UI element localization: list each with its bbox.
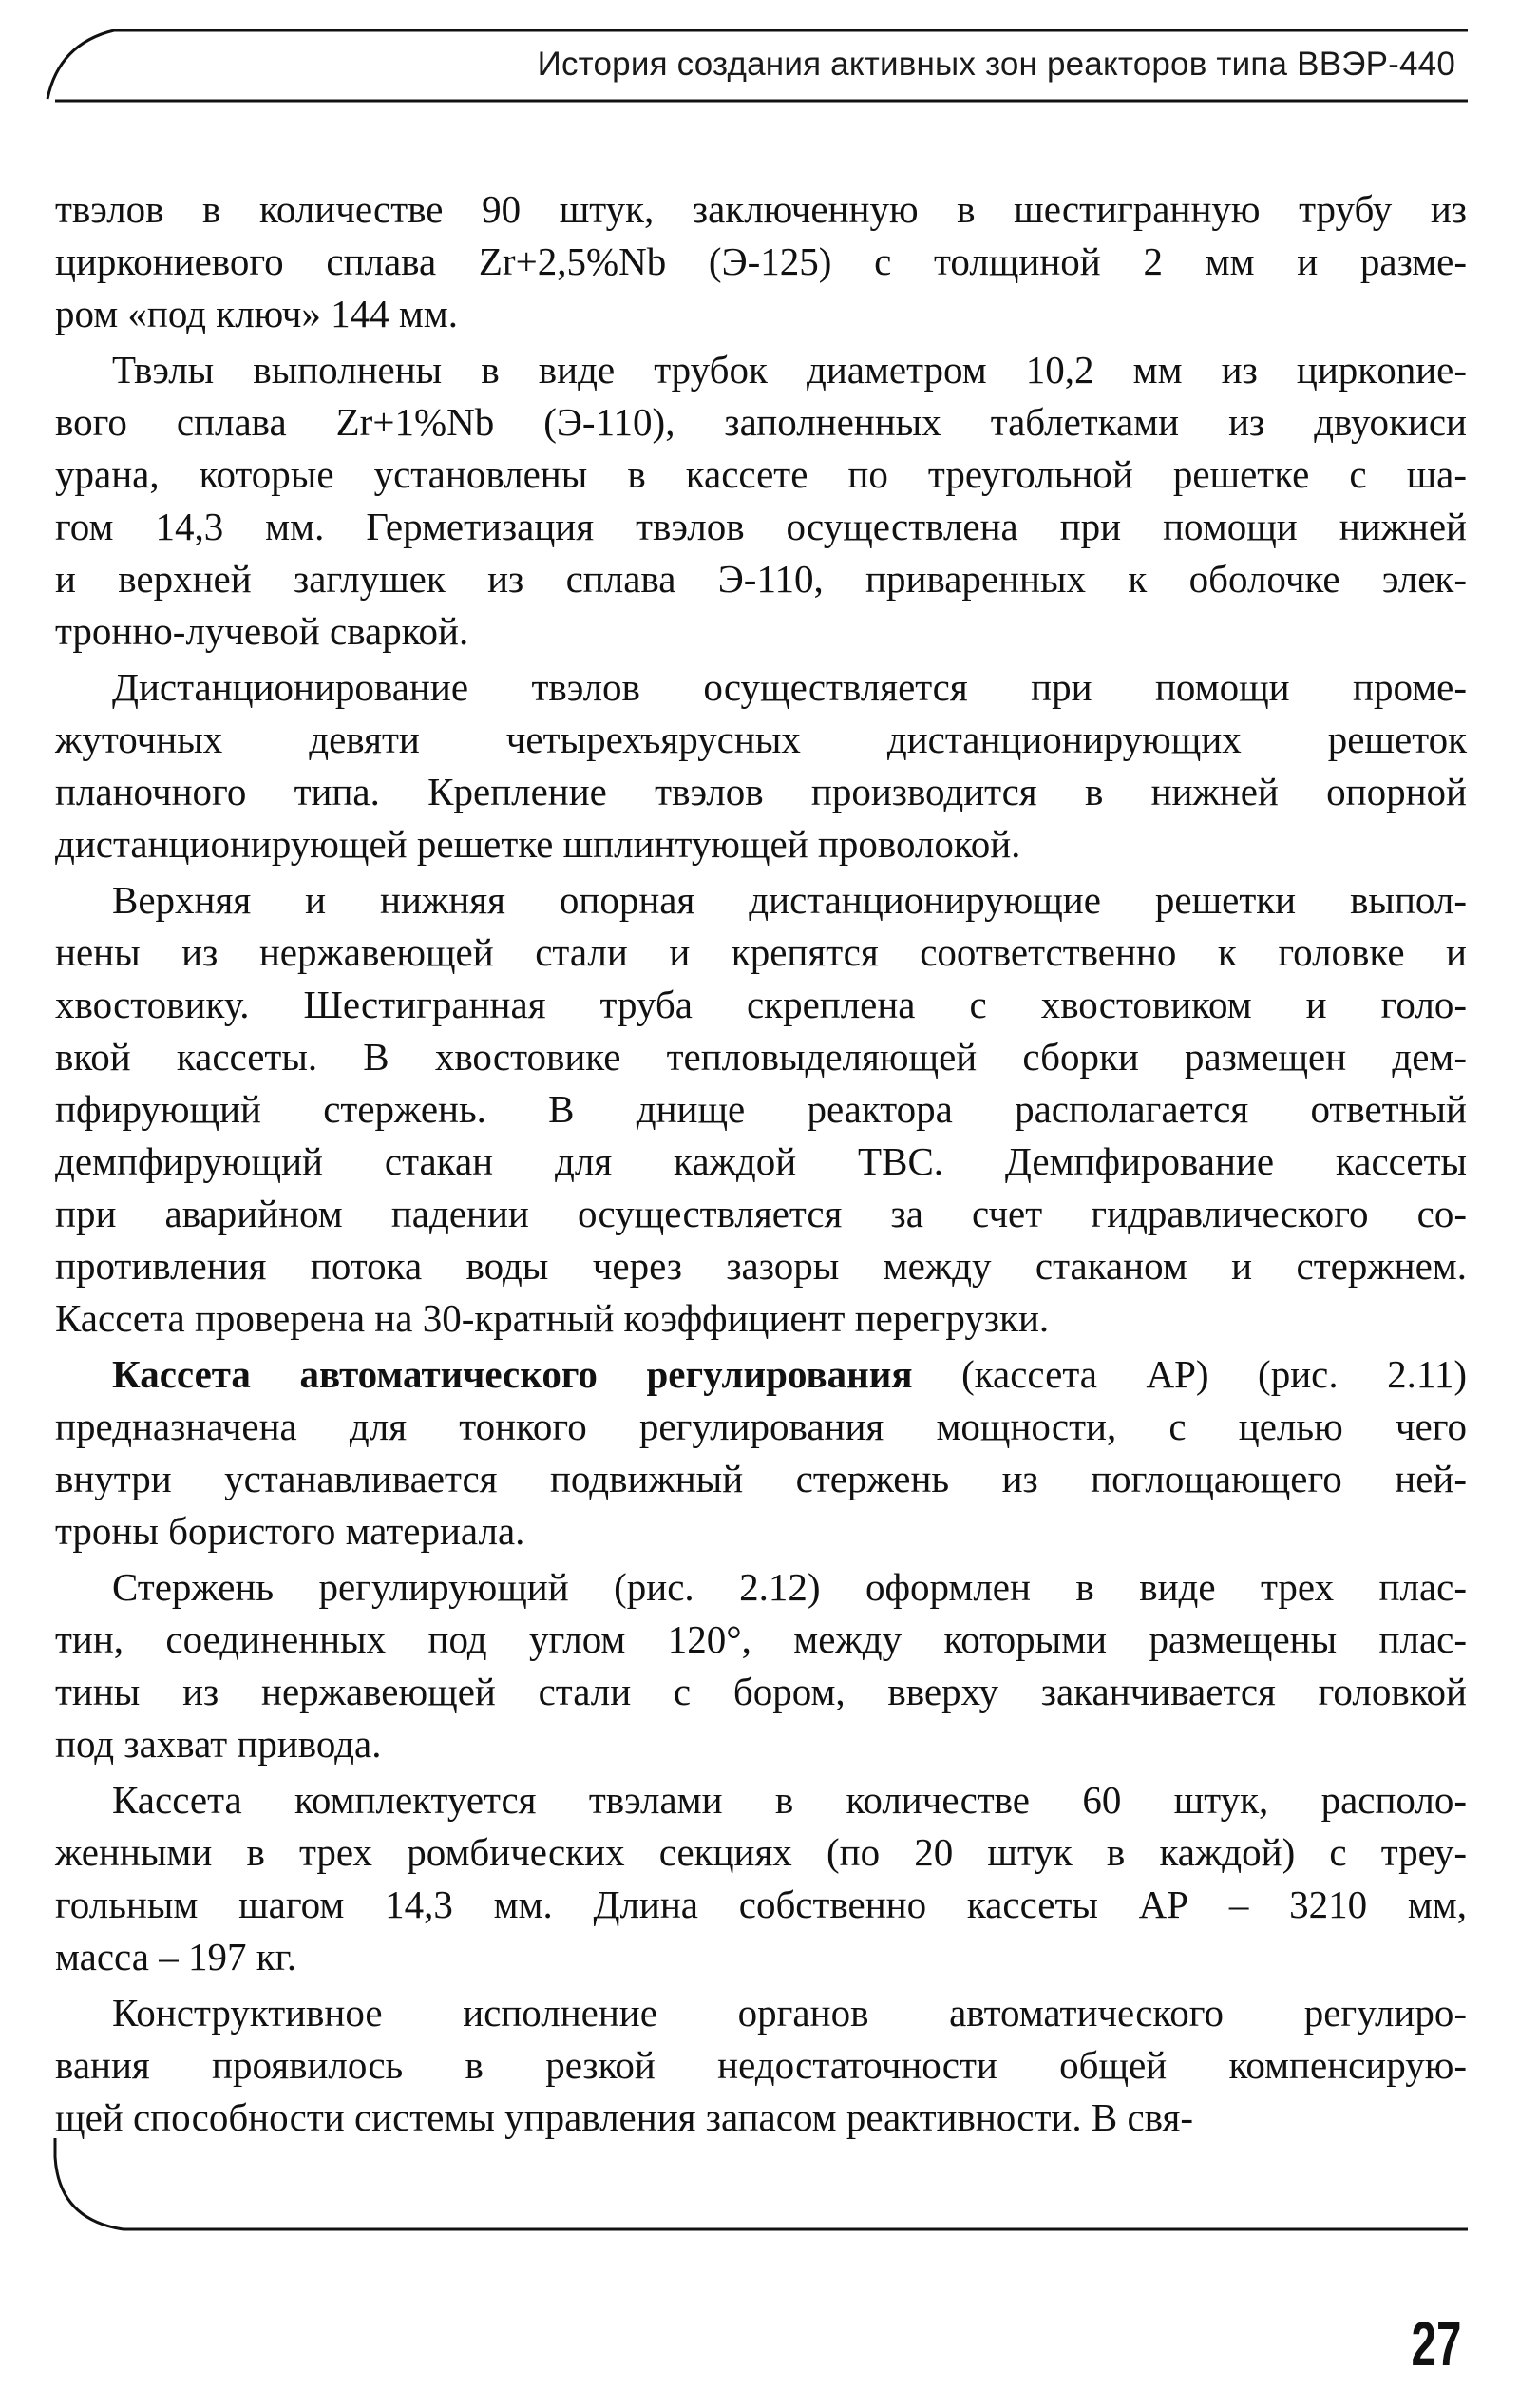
paragraph: [55, 183, 1467, 340]
text-line: [55, 501, 1467, 553]
line-text: тронно-лучевой сваркой.: [55, 609, 469, 653]
line-text: внутри устанавливается подвижный стержень из поглощающего ней-: [55, 1457, 1467, 1500]
line-text: Кассета комплектуется твэлами в количестве 60 штук, располо-: [112, 1778, 1467, 1822]
text-line: [55, 1453, 1467, 1505]
text-line: [55, 714, 1467, 766]
line-text: тин, соединенных под углом 120°, между которыми размещены плас-: [55, 1617, 1467, 1661]
text-line: [55, 553, 1467, 605]
text-line: [55, 1561, 1467, 1614]
line-text: Верхняя и нижняя опорная дистанционирующие решетки выпол-: [112, 878, 1467, 922]
text-line: [55, 766, 1467, 818]
line-text: ром «под ключ» 144 мм.: [55, 292, 458, 335]
line-text: урана, которые установлены в кассете по треугольной решетке с ша-: [55, 452, 1467, 496]
text-line: [55, 1401, 1467, 1453]
paragraph: [55, 1561, 1467, 1770]
line-text: Кассета проверена на 30-кратный коэффициент перегрузки.: [55, 1296, 1050, 1340]
page-number: 27: [1411, 2308, 1461, 2379]
line-text: гом 14,3 мм. Герметизация твэлов осуществлена при помощи нижней: [55, 505, 1467, 548]
text-line: [55, 927, 1467, 979]
text-line: [55, 1505, 1467, 1558]
text-line: [55, 2092, 1467, 2144]
text-line: [55, 1826, 1467, 1879]
line-text: масса – 197 кг.: [55, 1935, 297, 1978]
line-text: циркониевого сплава Zr+2,5%Nb (Э-125) с толщиной 2 мм и разме-: [55, 239, 1467, 283]
line-text: вания проявилось в резкой недостаточности общей компенсирую-: [55, 2043, 1467, 2087]
running-head: История создания активных зон реакторов типа ВВЭР-440: [537, 46, 1455, 83]
line-text: вого сплава Zr+1%Nb (Э-110), заполненных таблетками из двуокиси: [55, 400, 1467, 444]
text-line: [55, 288, 1467, 340]
line-text: дистанционирующей решетке шплинтующей проволокой.: [55, 822, 1021, 866]
line-text: (кассета АР) (рис. 2.11): [912, 1352, 1467, 1396]
text-line: [55, 1879, 1467, 1931]
line-text: Твэлы выполнены в виде трубок диаметром 10,2 мм из циркonие-: [112, 348, 1467, 392]
text-line: [55, 1292, 1467, 1345]
text-line: [55, 1774, 1467, 1826]
text-line: [55, 1987, 1467, 2039]
paragraph: [55, 1774, 1467, 1983]
line-text: нены из нержавеющей стали и крепятся соответственно к головке и: [55, 930, 1467, 974]
text-line: [55, 1666, 1467, 1718]
bold-term: Кассета автоматического регулирования: [112, 1352, 913, 1396]
line-text: при аварийном падении осуществляется за счет гидравлического со-: [55, 1192, 1467, 1235]
paragraph: [55, 874, 1467, 1345]
line-text: Конструктивное исполнение органов автоматического регулиро-: [112, 1991, 1467, 2035]
body-text: [55, 183, 1467, 2148]
paragraph: [55, 1348, 1467, 1558]
text-line: [55, 1188, 1467, 1240]
text-line: [55, 1931, 1467, 1983]
text-line: [55, 874, 1467, 927]
paragraph: [55, 344, 1467, 658]
line-text: троны бористого материала.: [55, 1509, 525, 1553]
text-line: [55, 1031, 1467, 1083]
line-text: Стержень регулирующий (рис. 2.12) оформлен в виде трех плас-: [112, 1565, 1467, 1609]
line-text: щей способности системы управления запасом реактивности. В свя-: [55, 2095, 1193, 2139]
line-text: демпфирующий стакан для каждой ТВС. Демпфирование кассеты: [55, 1139, 1467, 1183]
line-text: вкой кассеты. В хвостовике тепловыделяющей сборки размещен дем-: [55, 1035, 1467, 1079]
text-line: [55, 818, 1467, 870]
text-line: [55, 1718, 1467, 1770]
paragraph: [55, 1987, 1467, 2144]
line-text: под захват привода.: [55, 1722, 382, 1766]
text-line: [55, 661, 1467, 714]
line-text: предназначена для тонкого регулирования мощности, с целью чего: [55, 1405, 1467, 1448]
paragraph: [55, 661, 1467, 870]
text-line: [55, 1240, 1467, 1292]
text-line: [55, 979, 1467, 1031]
footer-rule: [0, 2138, 1520, 2252]
text-line: [55, 1348, 1467, 1401]
text-line: [55, 605, 1467, 658]
text-line: [55, 449, 1467, 501]
line-text: противления потока воды через зазоры между стаканом и стержнем.: [55, 1244, 1467, 1288]
line-text: Дистанционирование твэлов осуществляется при помощи проме-: [112, 665, 1467, 709]
text-line: [55, 1083, 1467, 1136]
text-line: [55, 1136, 1467, 1188]
line-text: пфирующий стержень. В днище реактора располагается ответный: [55, 1087, 1467, 1131]
line-text: жуточных девяти четырехъярусных дистанционирующих решеток: [55, 717, 1467, 761]
text-line: [55, 236, 1467, 288]
line-text: тины из нержавеющей стали с бором, вверху заканчивается головкой: [55, 1670, 1467, 1713]
line-text: и верхней заглушек из сплава Э-110, приваренных к оболочке элек-: [55, 557, 1467, 601]
text-line: [55, 183, 1467, 236]
line-text: твэлов в количестве 90 штук, заключенную в шестигранную трубу из: [55, 187, 1467, 231]
text-line: [55, 396, 1467, 449]
text-line: [55, 1614, 1467, 1666]
text-line: [55, 344, 1467, 396]
line-text: женными в трех ромбических секциях (по 20 штук в каждой) с треу-: [55, 1830, 1467, 1874]
line-text: хвостовику. Шестигранная труба скреплена с хвостовиком и голо-: [55, 983, 1467, 1026]
text-line: [55, 2039, 1467, 2092]
line-text: планочного типа. Крепление твэлов производится в нижней опорной: [55, 770, 1467, 813]
line-text: гольным шагом 14,3 мм. Длина собственно кассеты АР – 3210 мм,: [55, 1882, 1467, 1926]
